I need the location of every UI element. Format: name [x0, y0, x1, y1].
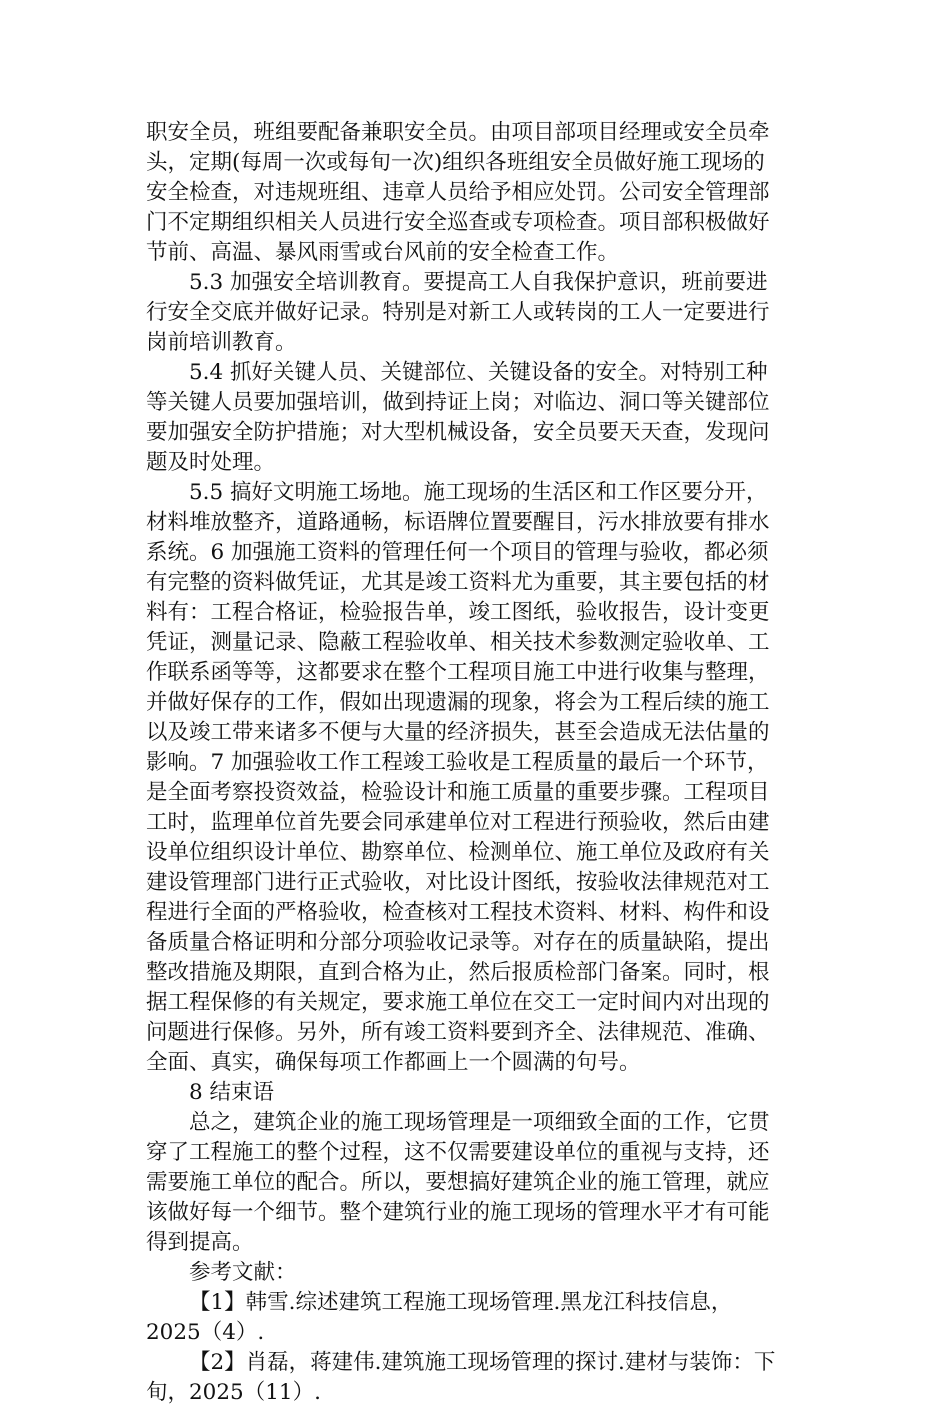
text-line: 安全检查，对违规班组、违章人员给予相应处罚。公司安全管理部	[146, 180, 770, 205]
text-line: 穿了工程施工的整个过程，这不仅需要建设单位的重视与支持，还	[146, 1140, 770, 1165]
text-line: 行安全交底并做好记录。特别是对新工人或转岗的工人一定要进行	[146, 300, 770, 325]
text-line: 5.5 搞好文明施工场地。施工现场的生活区和工作区要分开，	[189, 480, 768, 505]
text-line: 旬，2025（11）.	[146, 1380, 321, 1405]
text-line: 职安全员，班组要配备兼职安全员。由项目部项目经理或安全员牵	[146, 120, 770, 145]
text-line: 凭证，测量记录、隐蔽工程验收单、相关技术参数测定验收单、工	[146, 630, 770, 655]
text-line: 备质量合格证明和分部分项验收记录等。对存在的质量缺陷，提出	[146, 930, 770, 955]
text-line: 并做好保存的工作，假如出现遗漏的现象，将会为工程后续的施工	[146, 690, 770, 715]
text-line: 该做好每一个细节。整个建筑行业的施工现场的管理水平才有可能	[146, 1200, 770, 1225]
text-line: 2025（4）.	[146, 1320, 265, 1345]
text-line: 料有：工程合格证，检验报告单，竣工图纸，验收报告，设计变更	[146, 600, 770, 625]
text-line: 系统。6 加强施工资料的管理任何一个项目的管理与验收，都必须	[146, 540, 769, 565]
document-body	[146, 118, 806, 1408]
text-line: 要加强安全防护措施；对大型机械设备，安全员要天天查，发现问	[146, 420, 770, 445]
text-line: 建设管理部门进行正式验收，对比设计图纸，按验收法律规范对工	[146, 870, 770, 895]
text-line: 以及竣工带来诸多不便与大量的经济损失，甚至会造成无法估量的	[146, 720, 770, 745]
text-line: 有完整的资料做凭证，尤其是竣工资料尤为重要，其主要包括的材	[146, 570, 770, 595]
text-line: 作联系函等等，这都要求在整个工程项目施工中进行收集与整理，	[146, 660, 770, 685]
text-line: 设单位组织设计单位、勘察单位、检测单位、施工单位及政府有关	[146, 840, 770, 865]
text-line: 门不定期组织相关人员进行安全巡查或专项检查。项目部积极做好	[146, 210, 770, 235]
text-line: 影响。7 加强验收工作工程竣工验收是工程质量的最后一个环节，	[146, 750, 769, 775]
text-line: 据工程保修的有关规定，要求施工单位在交工一定时间内对出现的	[146, 990, 770, 1015]
text-line: 题及时处理。	[146, 450, 276, 475]
text-line: 材料堆放整齐，道路通畅，标语牌位置要醒目，污水排放要有排水	[146, 510, 770, 535]
text-line: 等关键人员要加强培训，做到持证上岗；对临边、洞口等关键部位	[146, 390, 770, 415]
text-line: 工时，监理单位首先要会同承建单位对工程进行预验收，然后由建	[146, 810, 770, 835]
text-line: 参考文献：	[189, 1260, 297, 1285]
text-line: 【1】韩雪.综述建筑工程施工现场管理.黑龙江科技信息，	[189, 1290, 733, 1315]
text-line: 需要施工单位的配合。所以，要想搞好建筑企业的施工管理，就应	[146, 1170, 770, 1195]
text-line: 【2】肖磊，蒋建伟.建筑施工现场管理的探讨.建材与装饰：下	[189, 1350, 776, 1375]
text-line: 总之，建筑企业的施工现场管理是一项细致全面的工作，它贯	[189, 1110, 770, 1135]
text-line: 得到提高。	[146, 1230, 254, 1255]
text-line: 是全面考察投资效益，检验设计和施工质量的重要步骤。工程项目	[146, 780, 770, 805]
text-line: 问题进行保修。另外，所有竣工资料要到齐全、法律规范、准确、	[146, 1020, 770, 1045]
text-line: 节前、高温、暴风雨雪或台风前的安全检查工作。	[146, 240, 620, 265]
text-line: 程进行全面的严格验收，检查核对工程技术资料、材料、构件和设	[146, 900, 770, 925]
text-line: 整改措施及期限，直到合格为止，然后报质检部门备案。同时，根	[146, 960, 770, 985]
text-line: 岗前培训教育。	[146, 330, 297, 355]
text-line: 5.4 抓好关键人员、关键部位、关键设备的安全。对特别工种	[189, 360, 768, 385]
text-line: 8 结束语	[189, 1080, 275, 1105]
text-line: 头，定期(每周一次或每旬一次)组织各班组安全员做好施工现场的	[146, 150, 765, 175]
text-line: 全面、真实，确保每项工作都画上一个圆满的句号。	[146, 1050, 641, 1075]
text-line: 5.3 加强安全培训教育。要提高工人自我保护意识，班前要进	[189, 270, 768, 295]
